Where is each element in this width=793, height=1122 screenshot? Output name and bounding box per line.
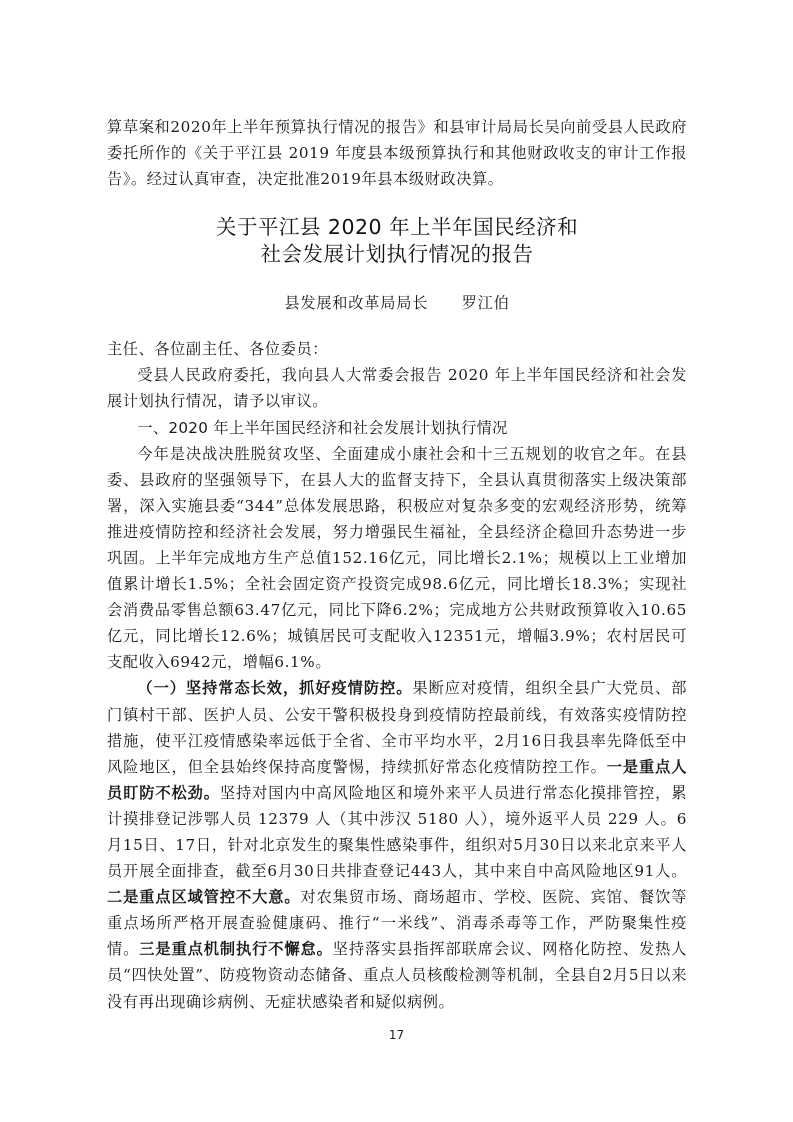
continuation-paragraph: 算草案和2020年上半年预算执行情况的报告》和县审计局局长吴向前受县人民政府委托所作的《关于平江县 2019 年度县本级预算执行和其他财政收支的审计工作报告》。经过认真审查，决定批准2019年县本级财政决算。 [107,118,687,189]
intro-paragraph: 受县人民政府委托，我向县人大常委会报告 2020 年上半年国民经济和社会发展计划执行情况，请予以审议。 [107,366,687,411]
subsection-1-paragraph [107,675,687,1014]
page-number: 17 [388,1028,405,1042]
report-title-line-1: 关于平江县 2020 年上半年国民经济和 [215,215,579,240]
report-title-line-2: 社会发展计划执行情况的报告 [260,242,534,267]
subsection-1-heading: （一）坚持常态长效，抓好疫情防控。 [137,679,413,698]
point-1-text: 坚持对国内中高风险地区和境外来平人员进行常态化摸排管控，累计摸排登记涉鄂人员 12379 人（其中涉汉 5180 人），境外返平人员 229 人。6月15日、17日，针对北京发生的聚集性感染事件，组织对5月30日以来北京来平人员开展全面排查，截至6月30日共排查登记443人，其中来自中高风险地区91人。 [107,783,687,881]
author-name: 罗江伯 [461,294,510,313]
subsection-1-text: 果断应对疫情，组织全县广大党员、部门镇村干部、医护人员、公安干警积极投身到疫情防控最前线，有效落实疫情防控措施，使平江疫情感染率远低于全省、全市平均水平，2月16日我县率先降低至中风险地区，但全县始终保持高度警惕，持续抓好常态化疫情防控工作。 [107,679,687,776]
report-title [107,214,687,268]
point-3-heading: 三是重点机制执行不懈怠。 [139,940,333,959]
section-1-heading: 一、2020 年上半年国民经济和社会发展计划执行情况 [137,418,508,437]
document-page [107,114,687,1015]
author-line [107,290,687,316]
author-position: 县发展和改革局局长 [284,294,429,313]
point-1-heading: 一是重点人员盯防不松劲。 [107,757,688,802]
point-2-text: 对农集贸市场、商场超市、学校、医院、宾馆、餐饮等重点场所严格开展查验健康码、推行“一米线”、消毒杀毒等工作，严防聚集性疫情。 [107,888,688,959]
overview-paragraph: 今年是决战决胜脱贫攻坚、全面建成小康社会和十三五规划的收官之年。在县委、县政府的坚强领导下，在县人大的监督支持下，全县认真贯彻落实上级决策部署，深入实施县委“344”总体发展思路，积极应对复杂多变的宏观经济形势，统筹推进疫情防控和经济社会发展，努力增强民生福祉，全县经济企稳回升态势进一步巩固。上半年完成地方生产总值152.16亿元，同比增长2.1%；规模以上工业增加值累计增长1.5%；全社会固定资产投资完成98.6亿元，同比增长18.3%；实现社会消费品零售总额63.47亿元，同比下降6.2%；完成地方公共财政预算收入10.65亿元，同比增长12.6%；城镇居民可支配收入12351元，增幅3.9%；农村居民可支配收入6942元，增幅6.1%。 [107,444,687,672]
salutation: 主任、各位副主任、各位委员： [107,340,329,359]
point-3-text: 坚持落实县指挥部联席会议、网格化防控、发热人员“四快处置”、防疫物资动态储备、重点人员核酸检测等机制，全县自2月5日以来没有再出现确诊病例、无症状感染者和疑似病例。 [107,940,688,1011]
point-2-heading: 二是重点区域管控不大意。 [107,888,301,907]
